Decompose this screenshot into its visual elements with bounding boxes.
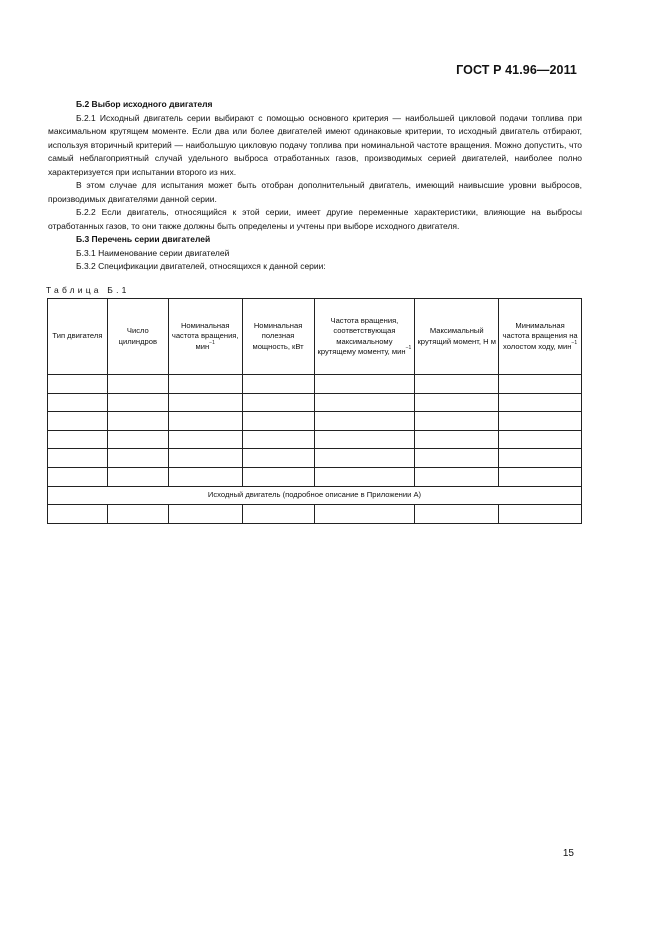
parent-engine-row xyxy=(48,486,582,505)
paragraph-b2-2: Б.2.2 Если двигатель, относящийся к этой серии, имеет другие переменные характеристики, влияющие на выбросы отработанных газов, то они также должны быть определены и учтены при выборе исходного двигателя. xyxy=(48,207,582,231)
table-caption: Таблица Б.1 xyxy=(46,285,130,295)
paragraph-b3-1: Б.3.1 Наименование серии двигателей xyxy=(76,247,230,258)
parent-engine-label: Исходный двигатель (подробное описание в Приложении А) xyxy=(48,486,582,505)
header-max-torque: Максимальный крутящий момент, Н м xyxy=(415,299,499,375)
table-row xyxy=(48,375,582,394)
paragraph-b3-2: Б.3.2 Спецификации двигателей, относящихся к данной серии: xyxy=(76,261,326,271)
table-row xyxy=(48,467,582,486)
header-net-power: Номинальная полезная мощность, кВт xyxy=(242,299,314,375)
paragraph-b2-1: Б.2.1 Исходный двигатель серии выбирают с помощью основного критерия — наибольшей цикловой подачи топлива при максимальном крутящем моменте. Если два или более двигателей имеют одинаковые критерии, то исходный двигатель отбирают, используя вторичный критерий — наибольшую цикловую подачу топлива при номинальной частоте вращения. Можно допустить, что самый неблагоприятный случай удельного выброса отработанных газов, производимых серией двигателей, наиболее полно характеризуется при испытании второго из них. xyxy=(48,112,582,177)
table-row xyxy=(48,393,582,412)
header-rated-speed: Номинальная частота вращения, мин$^{-1}$ xyxy=(168,299,242,375)
header-cylinders: Число цилиндров xyxy=(107,299,168,375)
header-engine-type: Тип двигателя xyxy=(48,299,108,375)
section-heading-b2: Б.2 Выбор исходного двигателя xyxy=(76,99,213,109)
header-idle-speed: Минимальная частота вращения на холостом ходу, мин$^{-1}$ xyxy=(499,299,582,375)
table-row xyxy=(48,412,582,431)
section-heading-b3: Б.3 Перечень серии двигателей xyxy=(76,234,211,244)
table-row xyxy=(48,505,582,524)
document-body xyxy=(48,98,582,274)
table-row xyxy=(48,430,582,449)
header-max-torque-speed: Частота вращения, соответствующая максимальному крутящему моменту, мин$^{-1}$ xyxy=(314,299,415,375)
paragraph-b2-additional: В этом случае для испытания может быть отобран дополнительный двигатель, имеющий наивысшие уровни выбросов, производимых двигателями данной серии. xyxy=(48,180,582,204)
table-header-row xyxy=(48,299,582,375)
engine-spec-table xyxy=(47,298,582,524)
table-row xyxy=(48,449,582,468)
page-number: 15 xyxy=(562,848,574,859)
standard-code: ГОСТ Р 41.96—2011 xyxy=(456,63,577,77)
